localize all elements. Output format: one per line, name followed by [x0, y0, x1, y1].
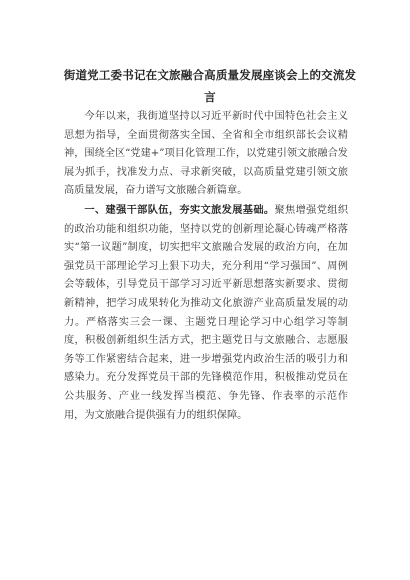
section-one-text: 聚焦增强党组织的政治功能和组织功能，坚持以党的创新理论凝心铸魂严格落实“第一议题”制度，切实把牢文旅融合发展的政治方向，在加强党员干部理论学习上狠下功夫，充分利用“学习强国”、周例会等载体，引导党员干部学习习近平新思想落实新要求、贯彻新精神，把学习成果转化为推动文化旅游产业高质量发展的动力。严格落实三会一课、主题党日理论学习中心组学习等制度，积极创新组织生活方式，把主题党日与文旅融合、志愿服务等工作紧密结合起来，进一步增强党内政治生活的吸引力和感染力。充分发挥党员干部的先锋模范作用，积极推动党员在公共服务、产业一线发挥当模范、争先锋、作表率的示范作用，为文旅融合提供强有力的组织保障。: [64, 204, 349, 421]
section-one-heading: 一、建强干部队伍，夯实文旅发展基础。: [84, 203, 275, 216]
intro-paragraph-text: 今年以来，我街道坚持以习近平新时代中国特色社会主义思想为指导，全面贯彻落实全国、全省和全市组织部长会议精神，围绕全区“党建+”项目化管理工作，以党建引领文旅融合发展为抓手，找准发力点、寻求新突破，以高质量党建引领文旅高质量发展，奋力谱写文旅融合新篇章。: [64, 111, 348, 197]
document-body: [64, 108, 348, 425]
intro-paragraph: [64, 108, 348, 201]
section-one-paragraph: [64, 201, 348, 425]
document-title: 街道党工委书记在文旅融合高质量发展座谈会上的交流发言: [63, 68, 357, 104]
